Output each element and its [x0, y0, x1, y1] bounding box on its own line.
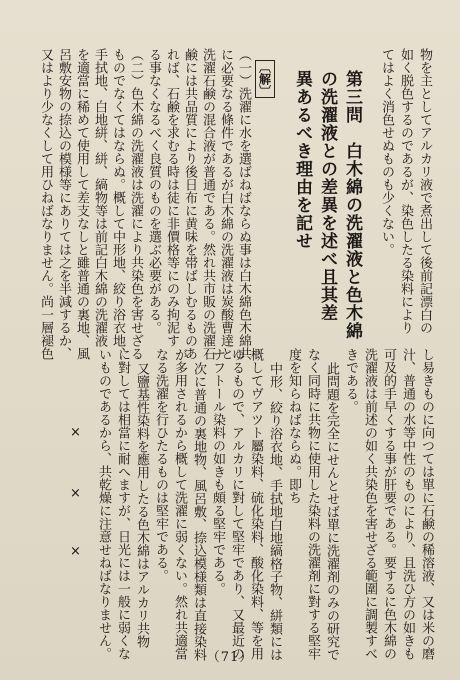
- bottom-text-col: 中形、絞り浴衣地、手拭地白地縞格子物、絣類には: [267, 362, 282, 661]
- answer-col: 鹸には共品質により後日布に黄味を帯ばしむるものあ: [182, 48, 197, 360]
- question-heading-line-2: の洗濯液との差異を述べ且其差: [317, 70, 337, 322]
- bottom-text-col: 此問題を完全にせんとせば單に洗濯剤のみの研究で: [324, 362, 339, 661]
- answer-col: れば、石鹸を求むる時は徒に非價格等にのみ拘泥す: [164, 48, 179, 347]
- bottom-text-col: 又鹽基性染料を應用したる色木綿はアルカリ共物: [134, 362, 149, 648]
- top-text-col-2: 如く脱色するのであるが、染色したる染料により: [398, 48, 413, 334]
- bottom-text-col: 可及的手早くする事が肝要である。要するに色木綿の: [381, 348, 396, 660]
- bottom-text-col: 洗濯液は前述の如く共染色を害せざる範圍に調製すべ: [362, 348, 377, 660]
- bottom-text-col: ナフトール染料の如きも頗る堅牢である。: [210, 348, 225, 595]
- bottom-text-col: 汁、普通の水等中性のものにより、且洗ひ方の如きも: [400, 348, 415, 660]
- x-mark: ×: [70, 425, 81, 440]
- answer-col: （二）色木綿の洗濯液は洗濯により共染色を害せざる: [128, 48, 143, 360]
- bottom-text-col: 度を知らねばならぬ。即ち: [286, 348, 301, 504]
- answer-col: 手拭地、白地絣、絣、縞物等は前記白木綿の洗濯液: [92, 48, 107, 347]
- answer-col: ものでなくてはならぬ。概して中形地、絞り浴衣地、: [110, 48, 125, 360]
- answer-label: 〔解〕: [255, 60, 275, 98]
- top-text-col-1: 物を主としてアルカリ液で煮出して後前記漂白の: [417, 48, 432, 334]
- x-mark: ×: [70, 486, 81, 501]
- bottom-text-col: 概してヴアツト屬染料、硫化染料、酸化染料、等を用: [248, 348, 263, 660]
- bottom-text-col: いものであるから、共乾燥に注意せねばなりません。: [96, 348, 111, 660]
- answer-col: を適當に稀めて使用して差支なしと雖普通の裏地、風: [74, 48, 89, 360]
- answer-col: に必要なる條件であるが白木綿の洗濯液は炭酸曹達と: [218, 48, 233, 360]
- page-number: （71）: [206, 650, 254, 665]
- top-text-col-3: てはよく消色せぬものも少くない。: [379, 48, 394, 256]
- bottom-text-col: きである。: [343, 348, 358, 413]
- bottom-text-col: し易きものに向つては單に石鹸の稀溶液、又は米の磨: [419, 348, 434, 660]
- bottom-text-col: が多用されるから概して洗濯に弱くない。然れ共適當: [172, 348, 187, 660]
- answer-col: る事なくなるべく良質のものを選ぶ必要がある。: [146, 48, 161, 334]
- answer-col: （一）洗濯に水を選ばねばならぬ事は白木綿色木綿共: [236, 48, 251, 360]
- bottom-text-col: なく同時に共物に使用した染料の洗濯剤に對する堅牢: [305, 348, 320, 660]
- question-heading-line-3: 異あるべき理由を記せ: [292, 70, 312, 250]
- answer-col: 呂敷安物の捺込の模様等にありては之を半減するか、: [56, 48, 71, 360]
- bottom-text-col: なる洗濯を行ひたるものは堅牢である。: [153, 348, 168, 582]
- answer-col: 洗濯石鹸の混合液が普通である。然れ共市販の洗濯石: [200, 48, 215, 360]
- bottom-text-col: 次に普通の裏地物、風呂敷、捺込模様類は直接染料: [191, 362, 206, 661]
- answer-col: 又はより少なくして用ひねばなりません。尚一層褪色: [38, 48, 53, 360]
- bottom-text-col: に對しては相當に耐へますが、日光には一般に弱くな: [115, 348, 130, 660]
- question-heading-line-1: 第三問 白木綿の洗濯液と色木綿: [342, 70, 362, 340]
- bottom-text-col: ゆるもので、アルカリに對して堅牢であり、又最近の: [229, 348, 244, 660]
- x-mark: ×: [70, 544, 81, 559]
